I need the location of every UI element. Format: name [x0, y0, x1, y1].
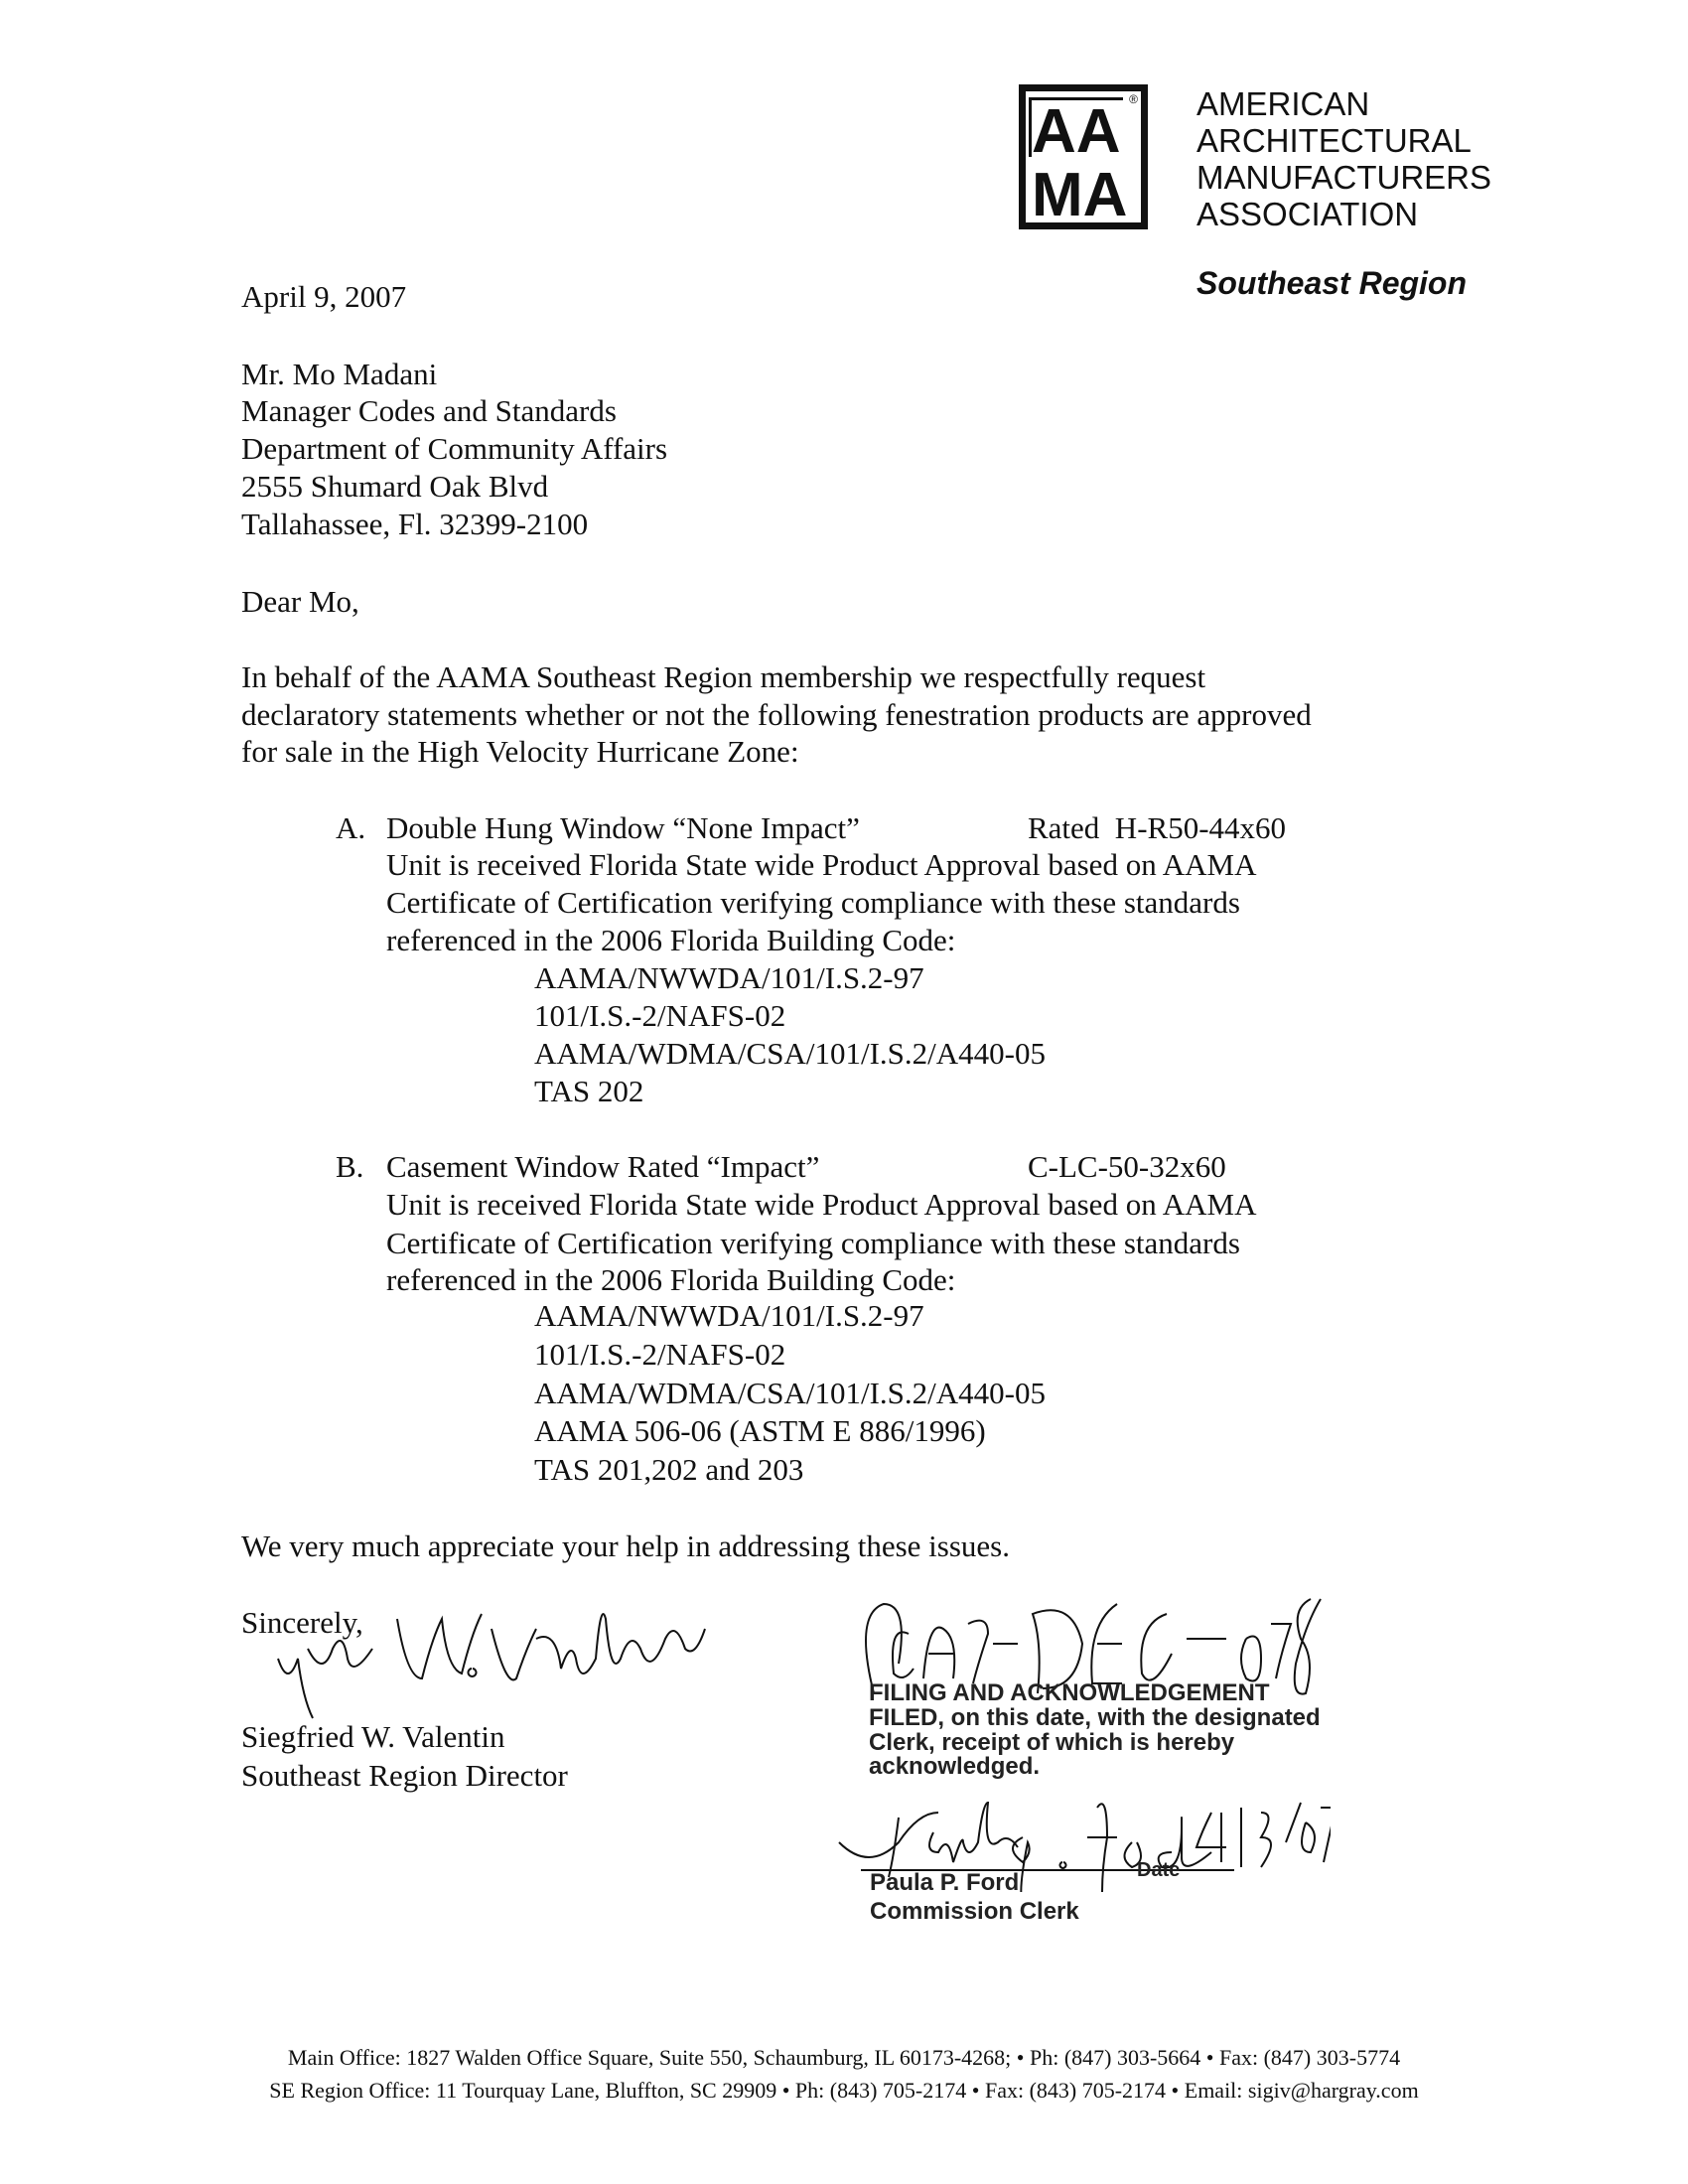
item-body-line: referenced in the 2006 Florida Building Code:: [386, 923, 956, 957]
org-line: AMERICAN: [1196, 85, 1370, 122]
signoff: Sincerely,: [241, 1605, 363, 1640]
paragraph-line: In behalf of the AAMA Southeast Region membership we respectfully request: [241, 659, 1206, 694]
standard: TAS 202: [534, 1074, 644, 1108]
standard: 101/I.S.-2/NAFS-02: [534, 1337, 786, 1372]
standard: AAMA/NWWDA/101/I.S.2-97: [534, 1298, 924, 1333]
signer-name: Siegfried W. Valentin: [241, 1719, 505, 1754]
address-line: Tallahassee, Fl. 32399-2100: [241, 507, 589, 541]
standard: 101/I.S.-2/NAFS-02: [534, 998, 786, 1033]
aama-logo: [1019, 84, 1148, 229]
stamp-date-label: Date: [1137, 1859, 1181, 1881]
standard: AAMA 506-06 (ASTM E 886/1996): [534, 1413, 986, 1448]
item-body-line: Unit is received Florida State wide Product Approval based on AAMA: [386, 1187, 1257, 1222]
address-line: Mr. Mo Madani: [241, 357, 438, 391]
paragraph-line: for sale in the High Velocity Hurricane Zone:: [241, 734, 799, 769]
footer-main-office: Main Office: 1827 Walden Office Square, Suite 550, Schaumburg, IL 60173-4268; • Ph: (847) 303-5664 • Fax: (847) 303-5774: [287, 2045, 1401, 2070]
stamp-line: FILED, on this date, with the designated: [869, 1704, 1321, 1731]
org-line: ARCHITECTURAL: [1196, 122, 1472, 159]
standard: TAS 201,202 and 203: [534, 1452, 804, 1487]
org-line: ASSOCIATION: [1196, 196, 1419, 232]
registered-icon: ®: [1129, 92, 1138, 106]
item-rating: Rated H-R50-44x60: [1028, 810, 1287, 845]
closing-line: We very much appreciate your help in addressing these issues.: [241, 1529, 1010, 1563]
region-name: Southeast Region: [1196, 265, 1468, 301]
footer-se-office: SE Region Office: 11 Tourquay Lane, Bluffton, SC 29909 • Ph: (843) 705-2174 • Fax: (843) 705-2174 • Email: sigiv@hargray.com: [269, 2078, 1419, 2103]
item-marker: B.: [336, 1149, 364, 1184]
item-rating: C-LC-50-32x60: [1028, 1149, 1226, 1184]
stamp-heading: FILING AND ACKNOWLEDGEMENT: [869, 1679, 1270, 1706]
letter-date: April 9, 2007: [241, 279, 407, 314]
stamp-line: acknowledged.: [869, 1753, 1041, 1780]
address-line: 2555 Shumard Oak Blvd: [241, 469, 549, 504]
item-body-line: Certificate of Certification verifying compliance with these standards: [386, 1226, 1240, 1260]
item-title: Double Hung Window “None Impact”: [386, 810, 860, 845]
salutation: Dear Mo,: [241, 584, 359, 619]
signer-title: Southeast Region Director: [241, 1758, 568, 1793]
stamp-line: Clerk, receipt of which is hereby: [869, 1729, 1235, 1756]
clerk-name: Paula P. Ford: [870, 1869, 1020, 1896]
paragraph-line: declaratory statements whether or not the following fenestration products are approved: [241, 697, 1312, 732]
sender-signature: [268, 1589, 725, 1728]
standard: AAMA/NWWDA/101/I.S.2-97: [534, 960, 924, 995]
logo-ma: MA: [1032, 161, 1128, 229]
clerk-title: Commission Clerk: [870, 1898, 1079, 1925]
item-marker: A.: [336, 810, 366, 845]
item-body-line: Certificate of Certification verifying compliance with these standards: [386, 885, 1240, 920]
standard: AAMA/WDMA/CSA/101/I.S.2/A440-05: [534, 1036, 1046, 1071]
org-line: MANUFACTURERS: [1196, 159, 1492, 196]
address-line: Department of Community Affairs: [241, 431, 668, 466]
item-body-line: referenced in the 2006 Florida Building Code:: [386, 1262, 956, 1297]
standard: AAMA/WDMA/CSA/101/I.S.2/A440-05: [534, 1376, 1046, 1410]
item-body-line: Unit is received Florida State wide Product Approval based on AAMA: [386, 847, 1257, 882]
logo-aa: AA: [1032, 97, 1121, 166]
item-title: Casement Window Rated “Impact”: [386, 1149, 820, 1184]
address-line: Manager Codes and Standards: [241, 393, 617, 428]
